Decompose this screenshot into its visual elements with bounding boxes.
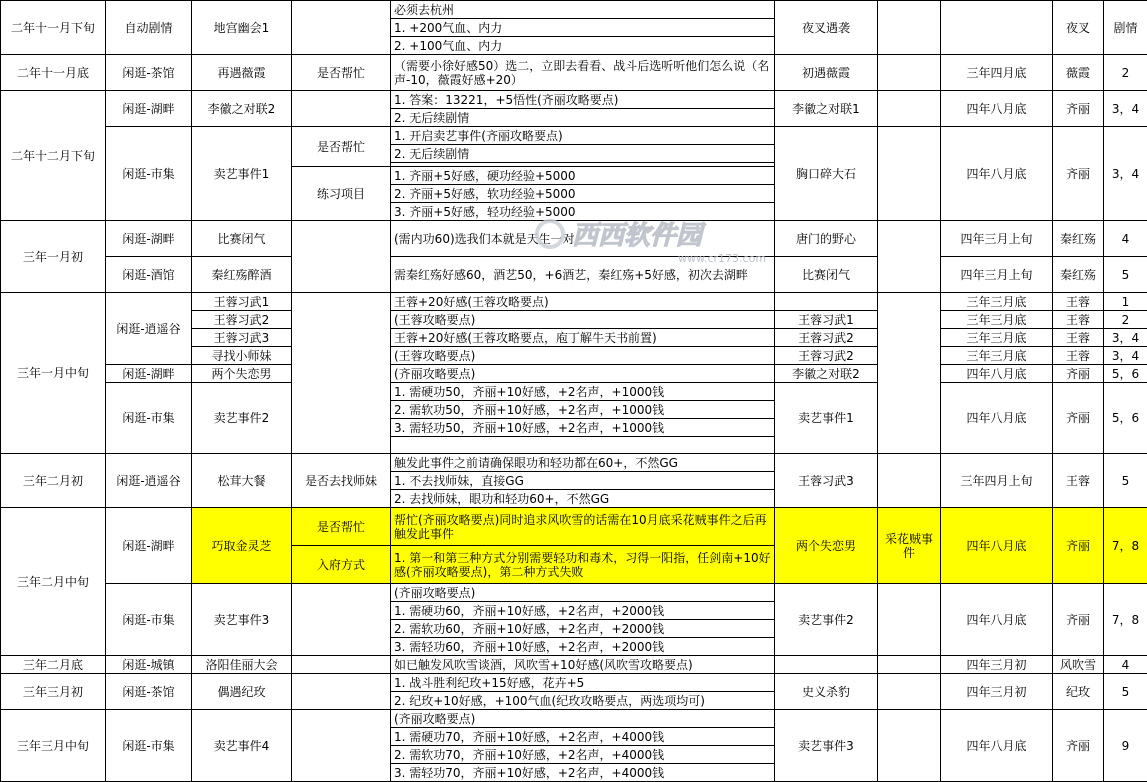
plot-cell: 5，6	[1104, 365, 1147, 383]
event-cell: 卖艺事件3	[192, 584, 292, 656]
plot-cell: 5，6	[1104, 383, 1147, 454]
event-cell: 再遇薇霞	[192, 55, 292, 91]
result-cell: 1. 开启卖艺事件(齐丽攻略要点)	[391, 127, 775, 145]
result-cell: 1. 战斗胜利纪玫+15好感，花卉+5	[391, 674, 775, 692]
cond-cell	[292, 656, 391, 674]
result-cell: 1. 需硬功70，齐丽+10好感，+2名声，+4000钱	[391, 728, 775, 746]
result-cell: 3. 需轻功60，齐丽+10好感，+2名声，+2000钱	[391, 638, 775, 656]
deadline-cell: 三年三月底	[941, 293, 1053, 311]
cond-cell	[292, 584, 391, 656]
result-cell: 1. 第一和第三种方式分别需要轻功和毒术，习得一阳指，任剑南+10好感(齐丽攻略要点)，第二种方式失败	[391, 546, 775, 584]
pre-event-cell: 王蓉习武2	[775, 347, 878, 365]
type-cell: 闲逛-酒馆	[106, 257, 192, 293]
result-cell: 3. 需轻功70，齐丽+10好感，+2名声，+4000钱	[391, 764, 775, 782]
period-cell: 二年十一月下旬	[1, 1, 106, 55]
type-cell: 闲逛-逍遥谷	[106, 454, 192, 508]
cond-cell: 是否帮忙	[292, 508, 391, 546]
cond-cell	[292, 710, 391, 782]
period-cell: 三年二月初	[1, 454, 106, 508]
cond-cell	[292, 91, 391, 127]
pre2-cell	[878, 91, 941, 127]
type-cell: 闲逛-城镇	[106, 656, 192, 674]
event-cell: 卖艺事件1	[192, 127, 292, 221]
cond-cell	[292, 221, 391, 293]
event-cell: 松茸大餐	[192, 454, 292, 508]
result-cell: (齐丽攻略要点)	[391, 365, 775, 383]
period-cell: 三年二月中旬	[1, 508, 106, 656]
deadline-cell: 四年三月上旬	[941, 221, 1053, 257]
event-cell: 地宫幽会1	[192, 1, 292, 55]
watermark-text: 西西软件园	[572, 221, 707, 251]
result-cell: (需内功60)选我们本就是天生一对	[391, 221, 775, 257]
result-cell: 2. 无后续剧情	[391, 109, 775, 127]
pre2-cell	[878, 221, 941, 293]
plot-cell: 1	[1104, 293, 1147, 311]
char-cell: 齐丽	[1053, 584, 1104, 656]
pre-event-cell: 唐门的野心	[775, 221, 878, 257]
pre-event-cell: 王蓉习武1	[775, 311, 878, 329]
period-cell: 二年十二月下旬	[1, 91, 106, 221]
period-cell: 三年二月底	[1, 656, 106, 674]
char-cell: 齐丽	[1053, 710, 1104, 782]
period-cell: 三年一月中旬	[1, 293, 106, 454]
result-cell: 2. 需软功50，齐丽+10好感，+2名声，+1000钱	[391, 401, 775, 419]
pre2-cell	[878, 1, 941, 55]
plot-cell: 3，4	[1104, 127, 1147, 221]
char-cell: 王蓉	[1053, 293, 1104, 311]
plot-cell: 5	[1104, 257, 1147, 293]
type-cell: 闲逛-湖畔	[106, 365, 192, 383]
event-cell: 卖艺事件4	[192, 710, 292, 782]
result-cell: (齐丽攻略要点)	[391, 710, 775, 728]
plot-cell: 5	[1104, 454, 1147, 508]
cond-cell: 入府方式	[292, 546, 391, 584]
deadline-cell: 四年八月底	[941, 584, 1053, 656]
deadline-cell: 四年八月底	[941, 710, 1053, 782]
pre2-cell	[878, 55, 941, 91]
cond-cell	[292, 674, 391, 710]
event-cell: 王蓉习武1	[192, 293, 292, 311]
type-cell: 闲逛-市集	[106, 127, 192, 221]
deadline-cell: 四年三月初	[941, 656, 1053, 674]
cond-cell: 是否去找师妹	[292, 454, 391, 508]
char-cell: 齐丽	[1053, 383, 1104, 454]
char-cell: 风吹雪	[1053, 656, 1104, 674]
char-cell: 齐丽	[1053, 91, 1104, 127]
type-cell: 闲逛-湖畔	[106, 91, 192, 127]
result-cell: 1. 不去找师妹，直接GG	[391, 472, 775, 490]
result-cell: 1. +200气血、内力	[391, 19, 775, 37]
spacer-cell	[391, 437, 775, 454]
pre2-cell	[878, 674, 941, 710]
char-cell: 秦红殇	[1053, 257, 1104, 293]
result-cell: 王蓉+20好感(王蓉攻略要点)	[391, 293, 775, 311]
result-cell: 2. 纪玫+10好感，+100气血(纪玫攻略要点，两选项均可)	[391, 692, 775, 710]
plot-cell: 2	[1104, 55, 1147, 91]
pre2-cell	[878, 584, 941, 656]
pre-event-cell: 史义杀豹	[775, 674, 878, 710]
deadline-cell: 四年三月上旬	[941, 257, 1053, 293]
result-cell: 触发此事件之前请确保眼功和轻功都在60+，不然GG	[391, 454, 775, 472]
type-cell: 闲逛-市集	[106, 383, 192, 454]
deadline-cell: 三年三月底	[941, 311, 1053, 329]
result-cell: 1. 需硬功50，齐丽+10好感，+2名声，+1000钱	[391, 383, 775, 401]
period-cell: 三年三月中旬	[1, 710, 106, 782]
plot-cell: 5	[1104, 674, 1147, 710]
event-cell: 偶遇纪玫	[192, 674, 292, 710]
char-cell: 齐丽	[1053, 127, 1104, 221]
type-cell: 闲逛-市集	[106, 710, 192, 782]
result-cell: 王蓉+20好感(王蓉攻略要点，庖丁解牛天书前置)	[391, 329, 775, 347]
period-cell: 三年一月初	[1, 221, 106, 293]
result-cell: (王蓉攻略要点)	[391, 311, 775, 329]
pre-event-cell: 王蓉习武3	[775, 454, 878, 508]
pre2-cell	[878, 656, 941, 674]
type-cell: 闲逛-湖畔	[106, 221, 192, 257]
char-cell: 纪玫	[1053, 674, 1104, 710]
char-cell: 王蓉	[1053, 311, 1104, 329]
result-cell: （需要小徐好感50）选二，立即去看看、战斗后选听听他们怎么说（名声-10，薇霞好感+20）	[391, 55, 775, 91]
type-cell: 闲逛-市集	[106, 584, 192, 656]
plot-cell: 3，4	[1104, 91, 1147, 127]
event-cell: 李徽之对联2	[192, 91, 292, 127]
pre-event-cell: 胸口碎大石	[775, 127, 878, 221]
type-cell: 闲逛-茶馆	[106, 55, 192, 91]
type-cell: 闲逛-湖畔	[106, 508, 192, 584]
pre-event-cell: 卖艺事件1	[775, 383, 878, 454]
pre-event-cell	[775, 293, 878, 311]
result-cell: 如已触发风吹雪谈酒，风吹雪+10好感(风吹雪攻略要点)	[391, 656, 775, 674]
deadline-cell: 四年八月底	[941, 91, 1053, 127]
char-cell: 王蓉	[1053, 329, 1104, 347]
event-cell: 洛阳佳丽大会	[192, 656, 292, 674]
pre-event-cell: 比赛闭气	[775, 257, 878, 293]
result-cell: (王蓉攻略要点)	[391, 347, 775, 365]
pre-event-cell	[775, 656, 878, 674]
deadline-cell	[941, 1, 1053, 55]
result-cell: 2. 需软功70，齐丽+10好感，+2名声，+4000钱	[391, 746, 775, 764]
event-cell: 比赛闭气	[192, 221, 292, 257]
event-cell: 两个失恋男	[192, 365, 292, 383]
plot-cell: 7，8	[1104, 508, 1147, 584]
result-cell: 1. 答案：13221，+5悟性(齐丽攻略要点)	[391, 91, 775, 109]
event-cell: 卖艺事件2	[192, 383, 292, 454]
type-cell: 闲逛-茶馆	[106, 674, 192, 710]
pre2-cell	[878, 127, 941, 221]
pre-event-cell: 李徽之对联2	[775, 365, 878, 383]
char-cell: 王蓉	[1053, 347, 1104, 365]
plot-cell: 3，4	[1104, 329, 1147, 347]
deadline-cell: 三年三月底	[941, 347, 1053, 365]
cond-cell	[292, 293, 391, 454]
event-cell: 王蓉习武3	[192, 329, 292, 347]
char-cell: 秦红殇	[1053, 221, 1104, 257]
event-cell: 寻找小师妹	[192, 347, 292, 365]
deadline-cell: 四年八月底	[941, 127, 1053, 221]
char-cell: 齐丽	[1053, 508, 1104, 584]
result-cell: 1. 需硬功60，齐丽+10好感，+2名声，+2000钱	[391, 602, 775, 620]
deadline-cell: 四年三月初	[941, 674, 1053, 710]
deadline-cell: 四年八月底	[941, 383, 1053, 454]
watermark-url: www.cr173.com	[678, 252, 766, 265]
deadline-cell: 三年四月底	[941, 55, 1053, 91]
plot-cell: 2	[1104, 311, 1147, 329]
period-cell: 二年十一月底	[1, 55, 106, 91]
period-cell: 三年三月初	[1, 674, 106, 710]
result-cell: 2. +100气血、内力	[391, 37, 775, 55]
char-cell: 薇霞	[1053, 55, 1104, 91]
pre-event-cell: 卖艺事件3	[775, 710, 878, 782]
pre-event-cell: 王蓉习武2	[775, 329, 878, 347]
deadline-cell: 三年三月底	[941, 329, 1053, 347]
result-cell: 帮忙(齐丽攻略要点)同时追求风吹雪的话需在10月底采花贼事件之后再触发此事件	[391, 508, 775, 546]
result-cell: 2. 去找师妹，眼功和轻功60+，不然GG	[391, 490, 775, 508]
event-cell: 秦红殇醉酒	[192, 257, 292, 293]
result-cell: 2. 需软功60，齐丽+10好感，+2名声，+2000钱	[391, 620, 775, 638]
plot-cell: 7，8	[1104, 584, 1147, 656]
plot-cell: 4	[1104, 656, 1147, 674]
cond-cell: 练习项目	[292, 167, 391, 221]
pre-event-cell: 李徽之对联1	[775, 91, 878, 127]
result-cell: 2. 齐丽+5好感，软功经验+5000	[391, 185, 775, 203]
pre-event-cell: 卖艺事件2	[775, 584, 878, 656]
plot-cell: 4	[1104, 221, 1147, 257]
char-cell: 王蓉	[1053, 454, 1104, 508]
pre-event-cell: 两个失恋男	[775, 508, 878, 584]
result-cell: 3. 齐丽+5好感，轻功经验+5000	[391, 203, 775, 221]
result-cell: 2. 无后续剧情	[391, 145, 775, 163]
result-cell: 1. 齐丽+5好感，硬功经验+5000	[391, 167, 775, 185]
pre2-cell: 采花贼事件	[878, 508, 941, 584]
pre-event-cell: 初遇薇霞	[775, 55, 878, 91]
type-cell: 自动剧情	[106, 1, 192, 55]
char-cell: 齐丽	[1053, 365, 1104, 383]
plot-cell: 剧情	[1104, 1, 1147, 55]
type-cell: 闲逛-逍遥谷	[106, 293, 192, 365]
result-cell: 需秦红殇好感60，酒艺50，+6酒艺，秦红殇+5好感，初次去湖畔	[391, 257, 775, 293]
pre2-cell	[878, 454, 941, 508]
plot-cell: 3，4	[1104, 347, 1147, 365]
result-cell: 必须去杭州	[391, 1, 775, 19]
pre2-cell	[878, 710, 941, 782]
pre2-cell	[878, 293, 941, 454]
cond-cell	[292, 1, 391, 55]
pre-event-cell: 夜叉遇袭	[775, 1, 878, 55]
plot-cell: 9	[1104, 710, 1147, 782]
char-cell: 夜叉	[1053, 1, 1104, 55]
cond-cell: 是否帮忙	[292, 55, 391, 91]
event-cell: 王蓉习武2	[192, 311, 292, 329]
deadline-cell: 三年四月上旬	[941, 454, 1053, 508]
deadline-cell: 四年八月底	[941, 365, 1053, 383]
deadline-cell: 四年八月底	[941, 508, 1053, 584]
result-cell: (齐丽攻略要点)	[391, 584, 775, 602]
cond-cell: 是否帮忙	[292, 127, 391, 167]
event-cell: 巧取金灵芝	[192, 508, 292, 584]
result-cell: 3. 需轻功50，齐丽+10好感，+2名声，+1000钱	[391, 419, 775, 437]
